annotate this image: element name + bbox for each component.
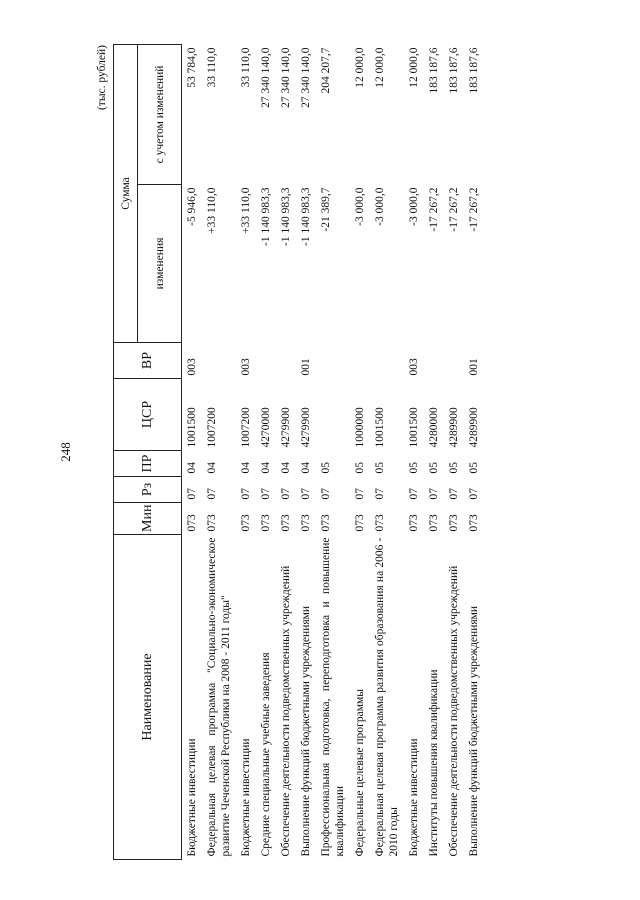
row-name: Выполнение функций бюджетными учреждениями bbox=[300, 605, 312, 857]
header-with-change: с учетом изменений bbox=[138, 44, 182, 184]
row-change: -3 000,0 bbox=[408, 187, 420, 226]
row-min: 073 bbox=[186, 514, 198, 532]
row-csr: 4279900 bbox=[300, 407, 312, 448]
row-with-change: 183 187,6 bbox=[428, 47, 440, 94]
row-vr bbox=[316, 343, 350, 379]
row-change: -1 140 983,3 bbox=[300, 187, 312, 246]
row-min: 073 bbox=[408, 514, 420, 532]
row-min: 073 bbox=[300, 514, 312, 532]
header-change: изменения bbox=[138, 185, 182, 343]
table-row bbox=[404, 44, 424, 859]
row-min: 073 bbox=[468, 514, 480, 532]
row-pr: 05 bbox=[374, 462, 386, 474]
row-rz: 07 bbox=[186, 488, 198, 500]
row-change: -3 000,0 bbox=[374, 187, 386, 226]
row-vr: 001 bbox=[300, 358, 312, 376]
row-csr: 1007200 bbox=[240, 407, 252, 448]
row-with-change: 12 000,0 bbox=[354, 47, 366, 88]
row-name: Федеральная целевая программа развития образования на 2006 - 2010 годы bbox=[374, 537, 400, 857]
table-row bbox=[370, 44, 404, 859]
row-pr: 04 bbox=[280, 462, 292, 474]
row-rz: 07 bbox=[300, 488, 312, 500]
row-min: 073 bbox=[354, 514, 366, 532]
row-name: Федеральная целевая программа "Социально-экономическое развитие Чеченской Республики на 2008 - 2011 годы" bbox=[206, 537, 232, 857]
row-rz: 07 bbox=[428, 488, 440, 500]
row-change: -3 000,0 bbox=[354, 187, 366, 226]
row-min: 073 bbox=[240, 514, 252, 532]
row-pr: 04 bbox=[206, 462, 218, 474]
row-name: Бюджетные инвестиции bbox=[186, 738, 198, 857]
row-vr bbox=[444, 343, 464, 379]
row-name: Обеспечение деятельности подведомственных учреждений bbox=[280, 565, 292, 857]
row-rz: 07 bbox=[320, 488, 332, 500]
row-min: 073 bbox=[260, 514, 272, 532]
row-change: -17 267,2 bbox=[428, 187, 440, 232]
header-rz: Рз bbox=[114, 477, 182, 503]
table-body bbox=[182, 44, 485, 859]
row-pr: 04 bbox=[186, 462, 198, 474]
row-vr bbox=[370, 343, 404, 379]
row-with-change: 12 000,0 bbox=[374, 47, 386, 88]
row-change: -21 389,7 bbox=[320, 187, 332, 232]
table-row bbox=[202, 44, 236, 859]
row-min: 073 bbox=[206, 514, 218, 532]
row-with-change: 27 340 140,0 bbox=[280, 47, 292, 108]
row-pr: 05 bbox=[408, 462, 420, 474]
row-min: 073 bbox=[320, 514, 332, 532]
row-csr bbox=[316, 379, 350, 451]
row-name: Средние специальные учебные заведения bbox=[260, 652, 272, 857]
row-min: 073 bbox=[428, 514, 440, 532]
row-rz: 07 bbox=[448, 488, 460, 500]
row-with-change: 33 110,0 bbox=[206, 47, 218, 88]
row-min: 073 bbox=[280, 514, 292, 532]
row-with-change: 183 187,6 bbox=[448, 47, 460, 94]
row-name: Бюджетные инвестиции bbox=[408, 738, 420, 857]
row-vr bbox=[424, 343, 444, 379]
row-vr: 003 bbox=[240, 358, 252, 376]
row-csr: 1001500 bbox=[408, 407, 420, 448]
row-rz: 07 bbox=[280, 488, 292, 500]
row-vr bbox=[256, 343, 276, 379]
page-number: 248 bbox=[58, 442, 73, 462]
row-csr: 4270000 bbox=[260, 407, 272, 448]
row-vr bbox=[276, 343, 296, 379]
row-rz: 07 bbox=[206, 488, 218, 500]
row-csr: 4289900 bbox=[468, 407, 480, 448]
row-change: -17 267,2 bbox=[448, 187, 460, 232]
row-csr: 1001500 bbox=[186, 407, 198, 448]
row-with-change: 27 340 140,0 bbox=[300, 47, 312, 108]
row-name: Обеспечение деятельности подведомственных учреждений bbox=[448, 565, 460, 857]
row-min: 073 bbox=[448, 514, 460, 532]
row-pr: 04 bbox=[300, 462, 312, 474]
row-name: Федеральные целевые программы bbox=[354, 688, 366, 857]
table-row bbox=[256, 44, 276, 859]
table-row bbox=[236, 44, 256, 859]
row-with-change: 183 187,6 bbox=[468, 47, 480, 94]
row-pr: 05 bbox=[428, 462, 440, 474]
row-vr: 003 bbox=[408, 358, 420, 376]
header-vr: ВР bbox=[114, 343, 182, 379]
row-with-change: 12 000,0 bbox=[408, 47, 420, 88]
row-csr: 1001500 bbox=[374, 407, 386, 448]
row-vr: 003 bbox=[186, 358, 198, 376]
row-name: Профессиональная подготовка, переподготовка и повышение квалификации bbox=[320, 537, 346, 857]
table-row bbox=[182, 44, 203, 859]
row-rz: 07 bbox=[260, 488, 272, 500]
table-row bbox=[316, 44, 350, 859]
row-change: -1 140 983,3 bbox=[260, 187, 272, 246]
row-pr: 05 bbox=[468, 462, 480, 474]
row-csr: 4280000 bbox=[428, 407, 440, 448]
row-vr bbox=[202, 343, 236, 379]
row-rz: 07 bbox=[408, 488, 420, 500]
table-row bbox=[424, 44, 444, 859]
header-pr: ПР bbox=[114, 451, 182, 477]
row-pr: 05 bbox=[448, 462, 460, 474]
row-csr: 4289900 bbox=[448, 407, 460, 448]
header-name: Наименование bbox=[114, 535, 182, 860]
budget-table bbox=[113, 44, 484, 860]
row-pr: 05 bbox=[354, 462, 366, 474]
units-label: (тыс. рублей) bbox=[96, 45, 108, 111]
row-pr: 04 bbox=[260, 462, 272, 474]
table-row bbox=[350, 44, 370, 859]
row-vr bbox=[350, 343, 370, 379]
row-csr: 4279900 bbox=[280, 407, 292, 448]
table-row bbox=[276, 44, 296, 859]
row-rz: 07 bbox=[240, 488, 252, 500]
table-row bbox=[444, 44, 464, 859]
row-name: Выполнение функций бюджетными учреждениями bbox=[468, 605, 480, 857]
row-with-change: 204 207,7 bbox=[320, 47, 332, 94]
row-pr: 04 bbox=[240, 462, 252, 474]
row-min: 073 bbox=[374, 514, 386, 532]
row-with-change: 53 784,0 bbox=[186, 47, 198, 88]
header-min: Мин bbox=[114, 503, 182, 535]
table-row bbox=[296, 44, 316, 859]
row-change: +33 110,0 bbox=[240, 187, 252, 234]
row-change: -17 267,2 bbox=[468, 187, 480, 232]
row-csr: 1000000 bbox=[354, 407, 366, 448]
header-csr: ЦСР bbox=[114, 379, 182, 451]
row-with-change: 27 340 140,0 bbox=[260, 47, 272, 108]
row-rz: 07 bbox=[468, 488, 480, 500]
row-change: -1 140 983,3 bbox=[280, 187, 292, 246]
row-pr: 05 bbox=[320, 462, 332, 474]
row-change: +33 110,0 bbox=[206, 187, 218, 234]
row-rz: 07 bbox=[374, 488, 386, 500]
row-change: -5 946,0 bbox=[186, 187, 198, 226]
row-name: Институты повышения квалификации bbox=[428, 669, 440, 857]
row-csr: 1007200 bbox=[206, 407, 218, 448]
header-sum: Сумма bbox=[114, 44, 138, 342]
row-name: Бюджетные инвестиции bbox=[240, 738, 252, 857]
row-rz: 07 bbox=[354, 488, 366, 500]
row-with-change: 33 110,0 bbox=[240, 47, 252, 88]
budget-table-area bbox=[95, 45, 580, 860]
table-row bbox=[464, 44, 484, 859]
row-vr: 001 bbox=[468, 358, 480, 376]
